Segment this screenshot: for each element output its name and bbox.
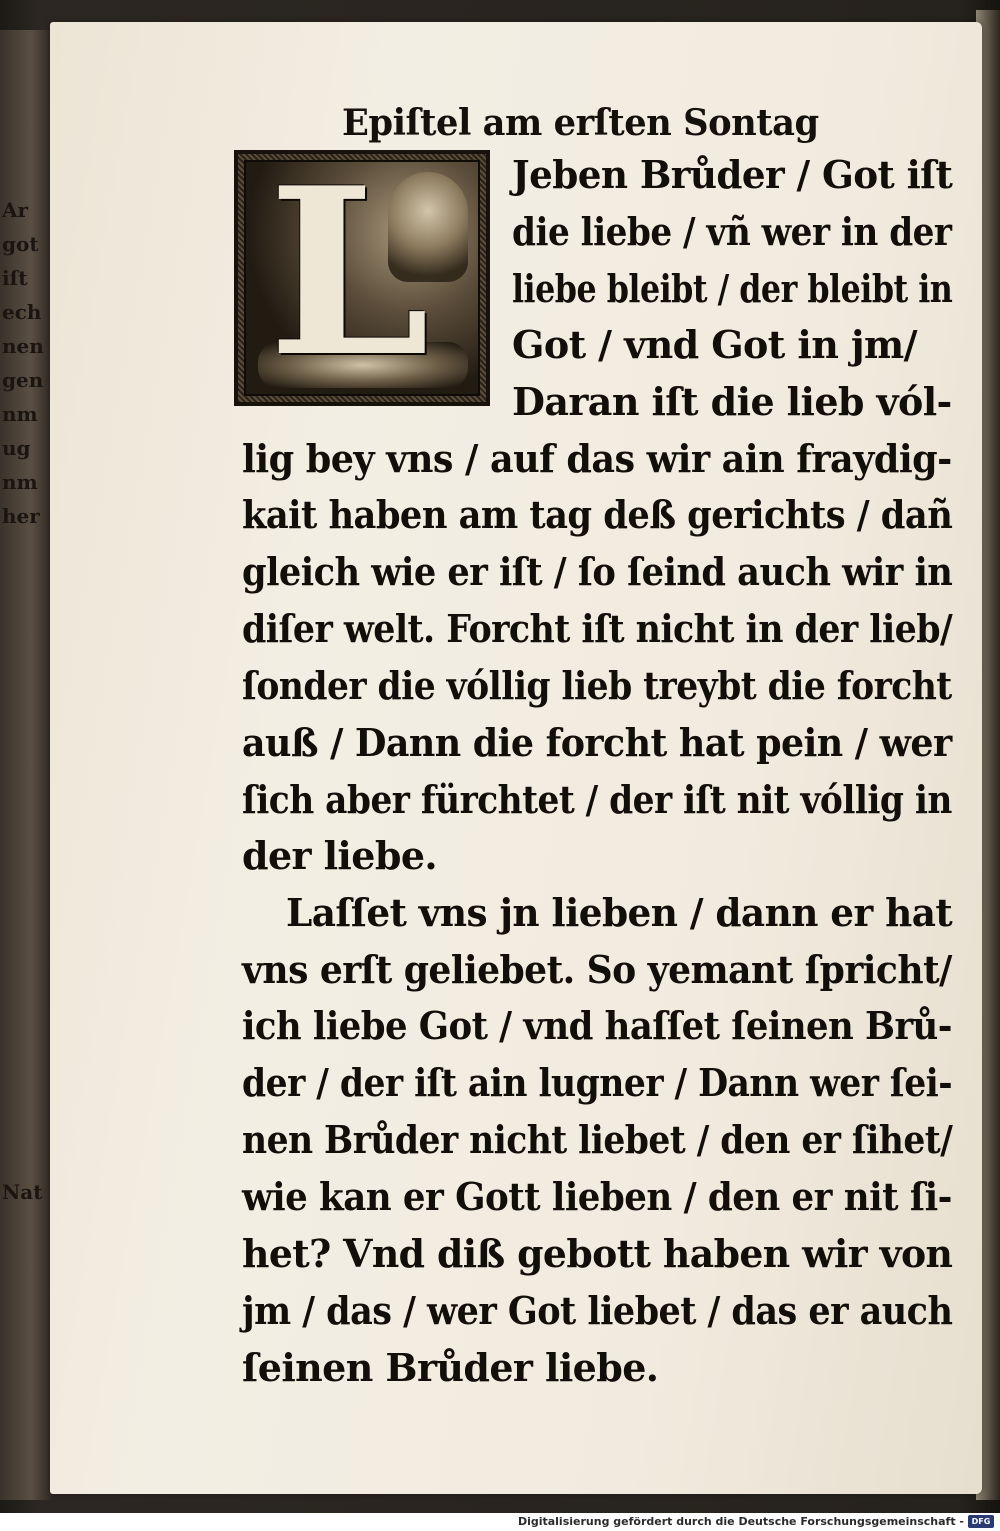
facing-page-fragment: Nat bbox=[2, 1180, 43, 1204]
text-line: Laſſet vns jn lieben / dann er hat bbox=[286, 890, 953, 935]
text-line: auß / Dann die forcht hat pein / wer bbox=[242, 720, 952, 765]
facing-page-fragment: iſt bbox=[2, 266, 28, 290]
text-line: liebe bleibt / der bleibt in bbox=[512, 266, 953, 311]
text-line: ſeinen Brůder liebe. bbox=[242, 1345, 659, 1390]
text-line: het? Vnd diß gebott haben wir von bbox=[242, 1231, 953, 1276]
text-line: jm / das / wer Got liebet / das er auch bbox=[242, 1288, 953, 1333]
facing-page-fragment: nen bbox=[2, 334, 44, 358]
text-line: diſer welt. Forcht iſt nicht in der lieb/ bbox=[242, 606, 953, 651]
facing-page-fragment: got bbox=[2, 232, 39, 256]
footer-bar bbox=[0, 1513, 1000, 1531]
text-line: lig bey vns / auf das wir ain fraydig- bbox=[242, 436, 952, 481]
dfg-logo: DFG bbox=[968, 1515, 994, 1528]
facing-page-fragment: gen bbox=[2, 368, 44, 392]
text-line: die liebe / vñ wer in der bbox=[512, 209, 952, 254]
facing-page-fragment: Ar bbox=[2, 198, 29, 222]
text-line: kait haben am tag deß gerichts / dañ bbox=[242, 492, 953, 537]
text-line: der liebe. bbox=[242, 833, 438, 878]
text-line: ſich aber fürchtet / der iſt nit vóllig in bbox=[242, 777, 952, 822]
text-line: Got / vnd Got in jm/ bbox=[512, 322, 917, 367]
facing-page-fragment: nm bbox=[2, 402, 38, 426]
facing-page-fragment: her bbox=[2, 504, 40, 528]
text-line: der / der iſt ain lugner / Dann wer ſei- bbox=[242, 1060, 953, 1105]
text-line: wie kan er Gott lieben / den er nit ſi- bbox=[242, 1174, 952, 1219]
text-line: Daran iſt die lieb vól- bbox=[512, 379, 952, 424]
facing-page-fragment: ug bbox=[2, 436, 31, 460]
text-line: Jeben Brůder / Got iſt bbox=[512, 152, 953, 197]
initial-letter: L bbox=[268, 138, 430, 408]
facing-page-edge bbox=[0, 30, 52, 1500]
text-line: ich liebe Got / vnd haſſet ſeinen Brů- bbox=[242, 1003, 952, 1048]
text-line: nen Brůder nicht liebet / den er ſihet/ bbox=[242, 1117, 953, 1162]
text-line: vns erſt geliebet. So yemant ſpricht/ bbox=[242, 947, 952, 992]
facing-page-fragment: nm bbox=[2, 470, 38, 494]
facing-page-fragment: ech bbox=[2, 300, 42, 324]
running-header: Epiſtel am erſten Sontag bbox=[342, 102, 819, 144]
footer-credit: Digitalisierung gefördert durch die Deutsche Forschungsgemeinschaft - bbox=[517, 1515, 964, 1528]
decorated-initial bbox=[234, 138, 490, 408]
text-line: ſonder die vóllig lieb treybt die forcht bbox=[242, 663, 952, 708]
text-line: gleich wie er iſt / ſo ſeind auch wir in bbox=[242, 549, 953, 594]
